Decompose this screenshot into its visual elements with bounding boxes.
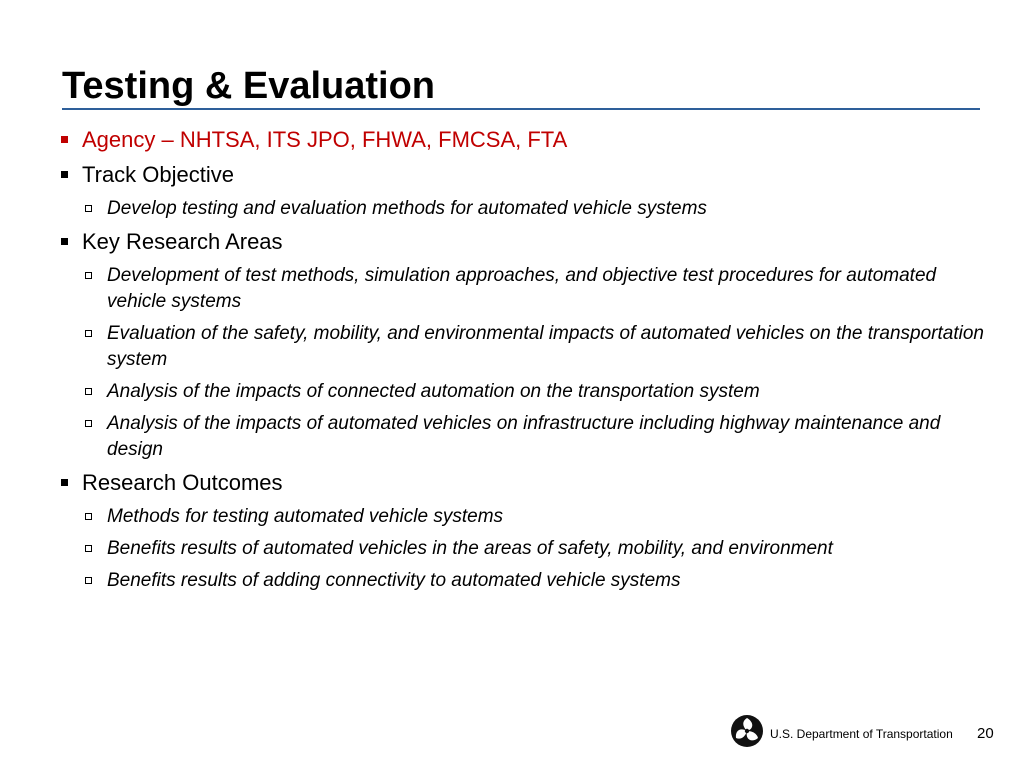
square-bullet-icon xyxy=(61,479,68,486)
hollow-square-bullet-icon xyxy=(85,545,92,552)
sub-bullet xyxy=(60,263,990,315)
square-bullet-icon xyxy=(61,171,68,178)
bullet-research-outcomes xyxy=(60,469,990,496)
hollow-square-bullet-icon xyxy=(85,205,92,212)
sub-bullet xyxy=(60,379,990,405)
bullet-key-research-areas xyxy=(60,228,990,255)
sub-bullet xyxy=(60,321,990,373)
sub-bullet-text: Analysis of the impacts of connected automation on the transportation system xyxy=(107,381,760,402)
slide-title: Testing & Evaluation xyxy=(62,65,436,107)
hollow-square-bullet-icon xyxy=(85,513,92,520)
sub-bullet-text: Develop testing and evaluation methods for automated vehicle systems xyxy=(107,198,707,219)
sub-bullet-text: Methods for testing automated vehicle systems xyxy=(107,506,504,527)
bullet-text: Track Objective xyxy=(82,162,235,187)
bullet-text: Key Research Areas xyxy=(82,229,283,254)
sub-bullet xyxy=(60,411,990,463)
sub-bullet-text: Development of test methods, simulation approaches, and objective test procedures for automated vehicle systems xyxy=(107,265,937,312)
bullet-text: Research Outcomes xyxy=(82,470,283,495)
slide-footer xyxy=(730,714,953,748)
sub-bullet xyxy=(60,196,990,222)
sub-bullet-text: Benefits results of adding connectivity to automated vehicle systems xyxy=(107,570,681,591)
sub-bullet-text: Evaluation of the safety, mobility, and environmental impacts of automated vehicles on the transportation system xyxy=(107,323,984,370)
title-underline xyxy=(62,108,980,110)
hollow-square-bullet-icon xyxy=(85,577,92,584)
sub-bullet-text: Benefits results of automated vehicles in the areas of safety, mobility, and environment xyxy=(107,538,833,559)
dot-triskelion-icon xyxy=(730,714,764,748)
square-bullet-icon xyxy=(61,238,68,245)
slide-content xyxy=(60,126,990,600)
bullet-text: Agency – NHTSA, ITS JPO, FHWA, FMCSA, FTA xyxy=(82,127,568,152)
sub-bullet-text: Analysis of the impacts of automated vehicles on infrastructure including highway maintenance and design xyxy=(107,413,941,460)
square-bullet-icon xyxy=(61,136,68,143)
sub-bullet xyxy=(60,536,990,562)
hollow-square-bullet-icon xyxy=(85,388,92,395)
page-number: 20 xyxy=(977,725,994,742)
bullet-agency xyxy=(60,126,990,153)
bullet-track-objective xyxy=(60,161,990,188)
sub-bullet xyxy=(60,504,990,530)
hollow-square-bullet-icon xyxy=(85,420,92,427)
hollow-square-bullet-icon xyxy=(85,272,92,279)
department-name: U.S. Department of Transportation xyxy=(770,727,953,741)
sub-bullet xyxy=(60,568,990,594)
hollow-square-bullet-icon xyxy=(85,330,92,337)
